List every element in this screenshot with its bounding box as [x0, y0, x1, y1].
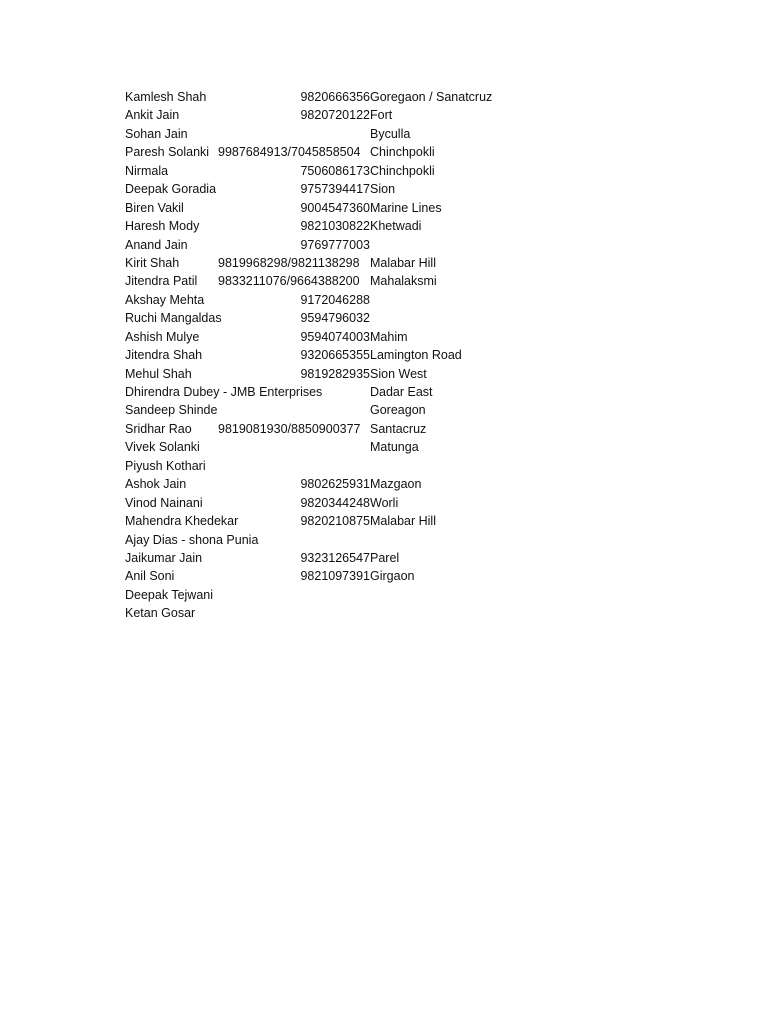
contact-area: Parel: [370, 550, 400, 565]
contact-area: Fort: [370, 108, 393, 123]
contact-area: Goreagon: [370, 403, 426, 418]
contact-name: Ketan Gosar: [125, 606, 196, 621]
table-row: [125, 567, 545, 585]
table-row: [125, 531, 545, 549]
contact-name: Deepak Goradia: [125, 182, 217, 197]
contact-area: Goregaon / Sanatcruz: [370, 90, 493, 104]
contact-area: Dadar East: [370, 385, 433, 399]
contact-phone: 9172046288: [300, 292, 370, 307]
contact-area: Mazgaon: [370, 477, 422, 492]
contact-phone: 9757394417: [300, 182, 370, 197]
table-row: [125, 383, 545, 401]
table-row: [125, 457, 545, 475]
contact-name: Jitendra Patil: [125, 274, 198, 289]
contact-name: Dhirendra Dubey - JMB Enterprises: [125, 385, 323, 399]
table-row: [125, 365, 545, 383]
contact-phone: 9820720122: [300, 108, 370, 123]
contact-name: Ashish Mulye: [125, 329, 200, 344]
contact-area: Worli: [370, 495, 399, 510]
contact-area: Mahim: [370, 329, 408, 344]
contact-name: Anand Jain: [125, 237, 188, 252]
contact-area: Khetwadi: [370, 219, 422, 234]
table-row: [125, 604, 545, 622]
contact-area: Mahalaksmi: [370, 274, 437, 289]
table-row: [125, 106, 545, 124]
contact-name: Vivek Solanki: [125, 440, 200, 455]
contact-phone: 9594796032: [300, 311, 370, 326]
contact-area: Sion: [370, 182, 396, 197]
table-row: [125, 549, 545, 567]
contact-name: Haresh Mody: [125, 219, 200, 234]
table-row: [125, 328, 545, 346]
contact-name: Mahendra Khedekar: [125, 514, 239, 529]
contact-name: Kamlesh Shah: [125, 90, 207, 104]
table-row: [125, 309, 545, 327]
contact-phone: 9821030822: [300, 219, 370, 234]
contact-area: Sion West: [370, 366, 427, 381]
contact-name: Biren Vakil: [125, 200, 184, 215]
contact-phone: 9819968298/9821138298: [218, 255, 360, 270]
contact-phone: 9821097391: [300, 569, 370, 584]
table-row: [125, 143, 545, 161]
contact-name: Mehul Shah: [125, 366, 192, 381]
table-row: [125, 199, 545, 217]
contact-name: Nirmala: [125, 163, 169, 178]
table-row: [125, 236, 545, 254]
contact-phone: 9820666356: [300, 90, 370, 104]
contact-area: Santacruz: [370, 421, 427, 436]
contact-name: Ajay Dias - shona Punia: [125, 532, 259, 547]
contact-area: Girgaon: [370, 569, 415, 584]
contact-name: Anil Soni: [125, 569, 175, 584]
contact-phone: 9323126547: [300, 550, 370, 565]
contact-area: Malabar Hill: [370, 514, 436, 529]
contact-name: Sridhar Rao: [125, 421, 192, 436]
contact-area: Lamington Road: [370, 348, 462, 363]
table-row: [125, 586, 545, 604]
contact-name: Paresh Solanki: [125, 145, 210, 160]
table-row: [125, 346, 545, 364]
table-row: [125, 272, 545, 290]
table-row: [125, 162, 545, 180]
contact-name: Kirit Shah: [125, 255, 180, 270]
contact-name: Jaikumar Jain: [125, 550, 203, 565]
table-row: [125, 180, 545, 198]
contact-phone: 7506086173: [300, 163, 370, 178]
contact-phone: 9802625931: [300, 477, 370, 492]
contact-area: Byculla: [370, 126, 411, 141]
table-row: [125, 475, 545, 493]
contact-name: Jitendra Shah: [125, 348, 203, 363]
table-row: [125, 217, 545, 235]
contact-name: Piyush Kothari: [125, 458, 206, 473]
table-row: [125, 88, 545, 106]
contact-area: Chinchpokli: [370, 163, 435, 178]
table-row: [125, 254, 545, 272]
table-row: [125, 420, 545, 438]
contact-name: Sandeep Shinde: [125, 403, 218, 418]
contact-area: Malabar Hill: [370, 255, 436, 270]
contact-phone: 9819282935: [300, 366, 370, 381]
table-row: [125, 291, 545, 309]
table-row: [125, 438, 545, 456]
table-row: [125, 125, 545, 143]
contact-phone: 9820344248: [300, 495, 370, 510]
table-row: [125, 512, 545, 530]
table-row: [125, 494, 545, 512]
contact-area: Chinchpokli: [370, 145, 435, 160]
table-row: [125, 401, 545, 419]
contact-name: Sohan Jain: [125, 126, 188, 141]
contact-name: Deepak Tejwani: [125, 587, 214, 602]
contact-phone: 9320665355: [300, 348, 370, 363]
contact-phone: 9820210875: [300, 514, 370, 529]
contact-name: Ashok Jain: [125, 477, 187, 492]
contact-phone: 9004547360: [300, 200, 370, 215]
contact-area: Marine Lines: [370, 200, 442, 215]
contact-phone: 9819081930/8850900377: [218, 421, 361, 436]
contact-phone: 9594074003: [300, 329, 370, 344]
contact-area: Matunga: [370, 440, 419, 455]
contact-name: Ankit Jain: [125, 108, 180, 123]
contact-phone: 9769777003: [300, 237, 370, 252]
contact-phone: 9833211076/9664388200: [218, 274, 360, 289]
contact-name: Akshay Mehta: [125, 292, 205, 307]
contact-phone: 9987684913/7045858504: [218, 145, 361, 160]
contact-name: Ruchi Mangaldas: [125, 311, 222, 326]
contact-name: Vinod Nainani: [125, 495, 203, 510]
contact-sheet: [125, 88, 545, 623]
